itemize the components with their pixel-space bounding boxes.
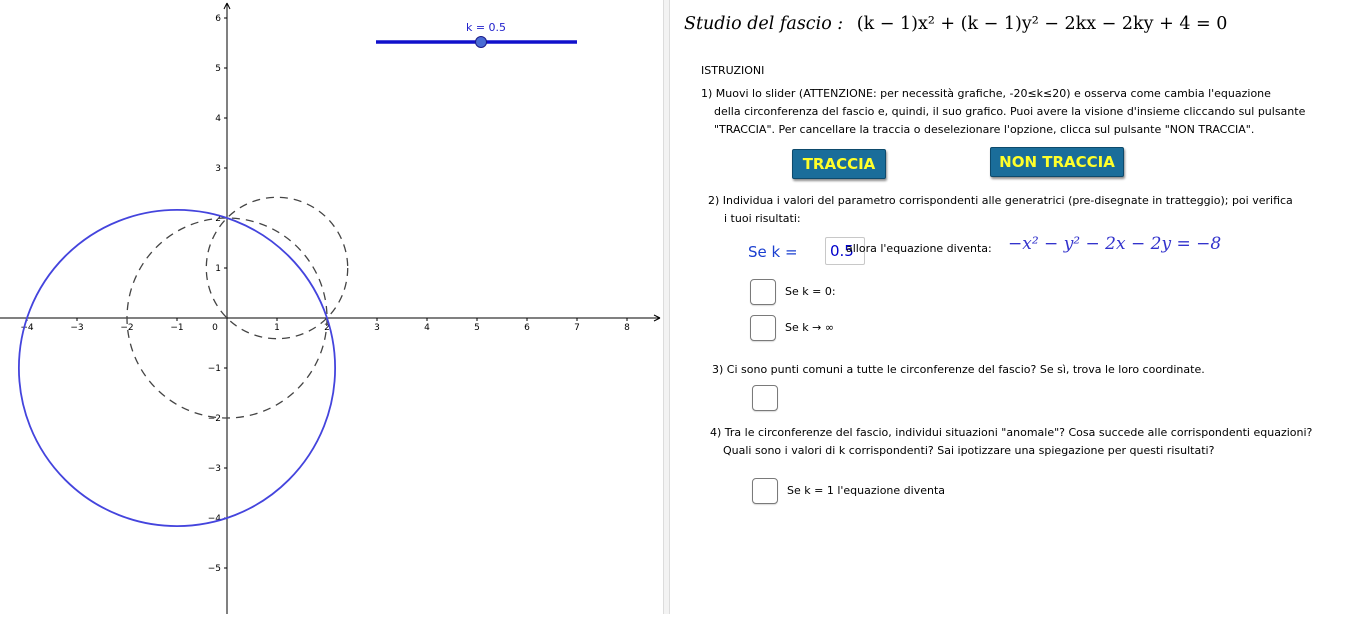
x-tick-label: −4: [20, 323, 34, 333]
title-label: Studio del fascio :: [684, 14, 844, 34]
coordinate-plane[interactable]: [0, 0, 663, 614]
checkbox-kinf[interactable]: [750, 315, 776, 341]
step4-line2: Quali sono i valori di k corrispondenti? Sai ipotizzare una spiegazione per questi risultati?: [723, 444, 1215, 457]
check-kinf-label: Se k → ∞: [785, 321, 834, 334]
then-label: allora l'equazione diventa:: [846, 242, 992, 255]
step3-text: 3) Ci sono punti comuni a tutte le circonferenze del fascio? Se sì, trova le loro coordinate.: [712, 363, 1205, 376]
y-tick-label: −5: [207, 564, 221, 574]
resulting-equation: −x² − y² − 2x − 2y = −8: [1008, 234, 1222, 254]
x-tick-label: 0: [212, 323, 218, 333]
se-k-label: Se k =: [748, 243, 798, 261]
x-tick-label: −3: [70, 323, 84, 333]
algebra-text-panel: [670, 0, 1350, 614]
x-tick-label: 6: [524, 323, 530, 333]
axes: [0, 3, 660, 614]
x-tick-label: 5: [474, 323, 480, 333]
check-k0-label: Se k = 0:: [785, 285, 836, 298]
section-heading: ISTRUZIONI: [701, 64, 765, 77]
title-equation: (k − 1)x² + (k − 1)y² − 2kx − 2ky + 4 = 0: [856, 14, 1228, 34]
traccia-button[interactable]: TRACCIA: [792, 149, 886, 179]
y-tick-label: −1: [207, 364, 221, 374]
x-tick-label: 7: [574, 323, 580, 333]
slider-knob[interactable]: [476, 37, 487, 48]
y-tick-label: −4: [207, 514, 221, 524]
step2-line2: i tuoi risultati:: [724, 212, 801, 225]
x-tick-label: −2: [120, 323, 134, 333]
step1-line1: 1) Muovi lo slider (ATTENZIONE: per necessità grafiche, -20≤k≤20) e osserva come cambia l'equazione: [701, 87, 1271, 100]
page-title: [684, 14, 1227, 34]
checkbox-common-points[interactable]: [752, 385, 778, 411]
y-tick-label: 3: [215, 164, 221, 174]
non-traccia-button[interactable]: NON TRACCIA: [990, 147, 1124, 177]
x-tick-label: 3: [374, 323, 380, 333]
tick-labels: [20, 14, 630, 574]
panel-divider[interactable]: [663, 0, 670, 614]
y-tick-label: 2: [215, 214, 221, 224]
y-tick-label: 5: [215, 64, 221, 74]
y-tick-label: 1: [215, 264, 221, 274]
y-tick-label: 6: [215, 14, 221, 24]
step1-line2: della circonferenza del fascio e, quindi, il suo grafico. Puoi avere la visione d'insieme cliccando sul pulsante: [714, 105, 1306, 118]
x-tick-label: 8: [624, 323, 630, 333]
slider-label: k = 0.5: [465, 21, 507, 34]
x-tick-label: 4: [424, 323, 430, 333]
checkbox-k0[interactable]: [750, 279, 776, 305]
x-tick-label: 1: [274, 323, 280, 333]
step4-line1: 4) Tra le circonferenze del fascio, individui situazioni "anomale"? Cosa succede alle corrispondenti equazioni?: [710, 426, 1313, 439]
check-k1-label: Se k = 1 l'equazione diventa: [787, 484, 946, 497]
x-tick-label: −1: [170, 323, 184, 333]
graphics-view[interactable]: [0, 0, 663, 614]
checkbox-k1[interactable]: [752, 478, 778, 504]
step1-line3: "TRACCIA". Per cancellare la traccia o deselezionare l'opzione, clicca sul pulsante "NON TRACCIA".: [714, 123, 1255, 136]
step2-line1: 2) Individua i valori del parametro corrispondenti alle generatrici (pre-disegnate in tratteggio); poi verifica: [708, 194, 1293, 207]
x-tick-label: 2: [324, 323, 330, 333]
pencil-circle[interactable]: [19, 210, 335, 526]
y-tick-label: −2: [207, 414, 221, 424]
y-tick-label: −3: [207, 464, 221, 474]
y-tick-label: 4: [215, 114, 221, 124]
